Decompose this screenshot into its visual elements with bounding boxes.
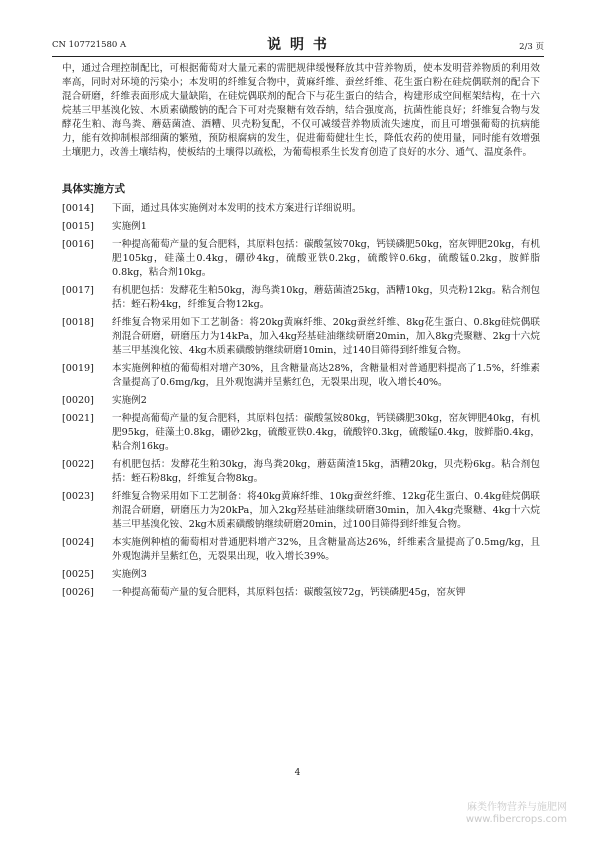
paragraph-number: [0023] (62, 491, 94, 502)
paragraph-text: 有机肥包括：发酵花生粕30kg，海鸟粪20kg，蘑菇菌渣15kg，酒糟20kg，贝壳粉6kg。粘合剂包括：蛭石粉8kg，纤维复合物8kg。 (112, 459, 540, 484)
page-of-indicator: 2/3 页 (519, 42, 544, 52)
paragraph-0019 (62, 362, 540, 390)
paragraph-text: 本实施例种植的葡萄相对增产30%，且含糖量高达28%，含糖量相对普通肥料提高了1.5%，纤维素含量提高了0.6mg/kg，且外观饱满并呈紫红色，无裂果出现，收入增长40%。 (112, 363, 540, 388)
paragraph-number: [0017] (62, 285, 94, 296)
paragraph-text: 实施例2 (112, 395, 147, 406)
paragraph-text: 实施例1 (112, 221, 147, 232)
paragraph-text: 一种提高葡萄产量的复合肥料，其原料包括：碳酸氢铵80kg，钙镁磷肥30kg，窑灰钾肥40kg，有机肥95kg，硅藻土0.8kg，硼砂2kg，硫酸亚铁0.4kg，硫酸锌0.3kg，硫酸锰0.4kg，胺鲜脂0.4kg，粘合剂16kg。 (112, 413, 540, 452)
paragraph-text: 有机肥包括：发酵花生粕50kg，海鸟粪10kg，蘑菇菌渣25kg，酒糟10kg，贝壳粉12kg。粘合剂包括：蛭石粉4kg，纤维复合物12kg。 (112, 285, 540, 310)
intro-paragraph: 中，通过合理控制配比，可根据葡萄对大量元素的需肥规律缓慢释放其中营养物质，使本发明营养物质的利用效率高，同时对环境的污染小；本发明的纤维复合物中，黄麻纤维、蚕丝纤维、花生蛋白粉在硅烷偶联剂的配合下混合研磨，纤维表面形成大量缺陷，在硅烷偶联剂的配合下与花生蛋白的结合，构建形成空间框架结构，在十六烷基三甲基溴化铵、木质素磺酸钠的配合下可对壳聚糖有效吞纳，结合强度高，抗菌性能良好；纤维复合物与发酵花生粕、海鸟粪、蘑菇菌渣、酒糟、贝壳粉复配，不仅可减缓营养物质流失速度，而且可增强葡萄的抗病能力，能有效抑制根部细菌的繁殖，预防根腐病的发生，促进葡萄健壮生长，降低农药的使用量，同时能有效增强土壤肥力，改善土壤结构，使板结的土壤得以疏松，为葡萄根系生长发育创造了良好的水分、通气、温度条件。 (62, 63, 540, 158)
document-body (62, 62, 540, 600)
site-watermark (466, 802, 567, 826)
paragraph-number: [0015] (62, 221, 94, 232)
paragraph-number: [0022] (62, 459, 94, 470)
paragraph-0015 (62, 220, 540, 234)
paragraph-text: 一种提高葡萄产量的复合肥料，其原料包括：碳酸氢铵72g，钙镁磷肥45g，窑灰钾 (112, 587, 466, 598)
paragraph-0024 (62, 536, 540, 564)
paragraph-text: 下面，通过具体实施例对本发明的技术方案进行详细说明。 (112, 203, 362, 214)
paragraph-0025 (62, 568, 540, 582)
paragraph-number: [0026] (62, 587, 94, 598)
paragraph-text: 一种提高葡萄产量的复合肥料，其原料包括：碳酸氢铵70kg，钙镁磷肥50kg，窑灰钾肥20kg，有机肥105kg，硅藻土0.4kg，硼砂4kg，硫酸亚铁0.2kg，硫酸锌0.6kg，硫酸锰0.2kg，胺鲜脂0.8kg，粘合剂10kg。 (112, 239, 540, 278)
paragraph-number: [0014] (62, 203, 94, 214)
paragraph-number: [0020] (62, 395, 94, 406)
paragraph-number: [0025] (62, 569, 94, 580)
paragraph-number: [0021] (62, 413, 94, 424)
paragraph-number: [0018] (62, 317, 94, 328)
paragraph-0023 (62, 490, 540, 532)
paragraph-text: 纤维复合物采用如下工艺制备：将40kg黄麻纤维、10kg蚕丝纤维、12kg花生蛋白、0.4kg硅烷偶联剂混合研磨，研磨压力为20kPa，加入2kg羟基硅油继续研磨30min，加入4kg壳聚糖、4kg十六烷基三甲基溴化铵、2kg木质素磺酸钠继续研磨20min，过100目筛得到纤维复合物。 (112, 491, 540, 530)
paragraph-0014 (62, 202, 540, 216)
paragraph-0021 (62, 412, 540, 454)
paragraph-text: 实施例3 (112, 569, 147, 580)
paragraph-0022 (62, 458, 540, 486)
page-number: 4 (294, 768, 301, 778)
document-title: 说 明 书 (267, 37, 329, 53)
paragraph-text: 纤维复合物采用如下工艺制备：将20kg黄麻纤维、20kg蚕丝纤维、8kg花生蛋白、0.8kg硅烷偶联剂混合研磨，研磨压力为14kPa，加入4kg羟基硅油继续研磨20min，加入8kg壳聚糖、2kg十六烷基三甲基溴化铵、4kg木质素磺酸钠继续研磨10min，过140目筛得到纤维复合物。 (112, 317, 540, 356)
watermark-url: www.fibercrops.com (465, 814, 567, 825)
paragraph-0026 (62, 586, 540, 600)
header-divider (52, 56, 544, 57)
section-heading: 具体实施方式 (62, 183, 125, 195)
publication-number: CN 107721580 A (52, 40, 127, 50)
paragraph-0018 (62, 316, 540, 358)
paragraph-number: [0016] (62, 239, 94, 250)
paragraph-0020 (62, 394, 540, 408)
paragraph-text: 本实施例种植的葡萄相对普通肥料增产32%，且含糖量高达26%，纤维素含量提高了0.5mg/kg，且外观饱满并呈紫红色，无裂果出现，收入增长39%。 (112, 537, 540, 562)
paragraph-number: [0024] (62, 537, 94, 548)
page-header (52, 34, 544, 54)
paragraph-0017 (62, 284, 540, 312)
paragraph-number: [0019] (62, 363, 94, 374)
watermark-title: 麻类作物营养与施肥网 (467, 802, 567, 813)
paragraph-0016 (62, 238, 540, 280)
